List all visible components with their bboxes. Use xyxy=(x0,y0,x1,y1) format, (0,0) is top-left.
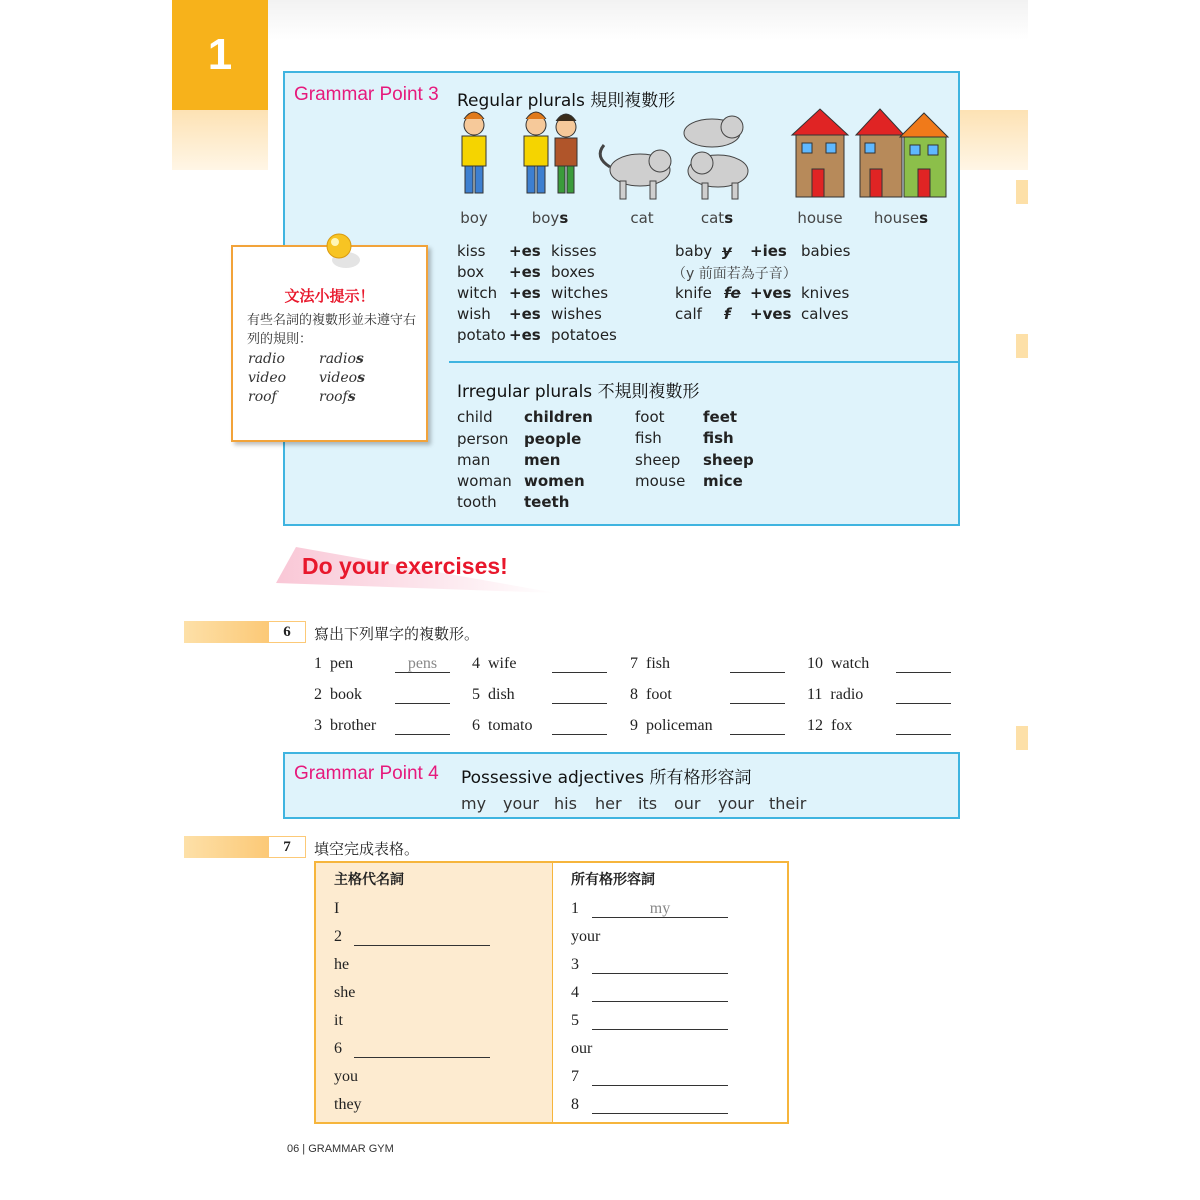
answer-blank[interactable] xyxy=(552,717,607,735)
es-rule-plural: boxes xyxy=(551,263,595,281)
tip-example-singular: roof xyxy=(248,389,277,405)
exercise-6-item: 7 fish xyxy=(630,655,670,672)
grammar-point-4-title: Possessive adjectives 所有格形容詞 xyxy=(461,768,752,788)
possessive-adjective: my xyxy=(461,794,487,813)
grammar-point-3-title: Regular plurals 規則複數形 xyxy=(457,91,676,111)
es-rule-suffix: +es xyxy=(509,242,541,260)
possessive-adjective: her xyxy=(595,794,622,813)
table-cell: she xyxy=(334,984,356,1001)
grammar-point-4-label: Grammar Point 4 xyxy=(294,763,439,784)
ies-rule-removed: y xyxy=(722,242,732,260)
exercise-6-item: 11 radio xyxy=(807,686,864,703)
table-cell-number: 3 xyxy=(571,956,579,973)
possessive-adjective: his xyxy=(554,794,577,813)
tip-example-singular: radio xyxy=(248,351,285,367)
irregular-plurals-title: Irregular plurals 不規則複數形 xyxy=(457,382,700,402)
possessive-adjective: your xyxy=(503,794,539,813)
edge-marker xyxy=(1016,180,1028,204)
plurals-illustration xyxy=(440,105,960,205)
irregular-singular: woman xyxy=(457,472,512,490)
illustration-label: houses xyxy=(873,209,929,227)
ves-rule-suffix: +ves xyxy=(750,305,792,323)
irregular-singular: fish xyxy=(635,429,662,447)
illustration-label: boy xyxy=(460,209,488,227)
illustration-label: cats xyxy=(700,209,734,227)
answer-blank[interactable] xyxy=(395,686,450,704)
answer-blank[interactable] xyxy=(552,655,607,673)
table-cell: our xyxy=(571,1040,593,1057)
answer-blank[interactable]: my xyxy=(592,900,728,918)
answer-blank[interactable] xyxy=(354,1040,490,1058)
illustration-label: boys xyxy=(531,209,569,227)
answer-blank[interactable] xyxy=(730,717,785,735)
illustration-label: house xyxy=(797,209,843,227)
exercise-7-bar xyxy=(184,836,268,858)
irregular-plural: men xyxy=(524,451,561,469)
exercise-6-instruction: 寫出下列單字的複數形。 xyxy=(314,625,480,643)
answer-blank[interactable] xyxy=(592,1096,728,1114)
table-cell: he xyxy=(334,956,350,973)
house-icon xyxy=(792,109,848,197)
table-cell-number: 4 xyxy=(571,984,579,1001)
table-cell: you xyxy=(334,1068,358,1085)
ies-rule-plural: babies xyxy=(801,242,851,260)
tip-title: 文法小提示！ xyxy=(284,287,375,305)
ves-rule-suffix: +ves xyxy=(750,284,792,302)
cats-icon xyxy=(684,116,748,199)
exercise-7-number: 7 xyxy=(268,836,306,858)
possessive-adjective: your xyxy=(718,794,754,813)
chapter-number: 1 xyxy=(207,30,233,79)
exercise-6-item: 12 fox xyxy=(807,717,853,734)
answer-blank[interactable] xyxy=(592,1068,728,1086)
es-rule-plural: potatoes xyxy=(551,326,617,344)
answer-blank[interactable] xyxy=(552,686,607,704)
ves-rule-word: knife xyxy=(675,284,712,302)
ves-rule-plural: knives xyxy=(801,284,850,302)
table-cell: your xyxy=(571,928,601,945)
page-footer: 06 | GRAMMAR GYM xyxy=(287,1143,394,1155)
houses-icon xyxy=(856,109,948,197)
exercise-6-item: 4 wife xyxy=(472,655,517,672)
irregular-plural: children xyxy=(524,408,593,426)
exercise-6-item: 8 foot xyxy=(630,686,672,703)
possessive-adjective: its xyxy=(638,794,658,813)
irregular-singular: foot xyxy=(635,408,665,426)
es-rule-plural: witches xyxy=(551,284,609,302)
table-header-subject: 主格代名詞 xyxy=(334,872,404,888)
es-rule-row: box xyxy=(457,263,485,281)
irregular-plural: fish xyxy=(703,429,734,447)
exercise-7-instruction: 填空完成表格。 xyxy=(314,840,420,858)
tip-example-plural: radios xyxy=(319,351,364,367)
illustration-label: cat xyxy=(630,209,654,227)
irregular-singular: mouse xyxy=(635,472,686,490)
ves-rule-word: calf xyxy=(675,305,702,323)
grammar-point-3-divider xyxy=(449,361,958,363)
table-cell-number: 7 xyxy=(571,1068,579,1085)
answer-blank[interactable] xyxy=(592,1012,728,1030)
exercise-6-item: 9 policeman xyxy=(630,717,713,734)
grammar-tip-card xyxy=(231,245,428,442)
table-cell: they xyxy=(334,1096,362,1113)
tip-text: 有些名詞的複數形並未遵守右列的規則： xyxy=(247,313,417,347)
edge-marker xyxy=(1016,334,1028,358)
exercise-6-item: 2 book xyxy=(314,686,362,703)
baby-rule-note: （y 前面若為子音） xyxy=(672,266,797,282)
tip-example-singular: video xyxy=(248,370,287,386)
irregular-plural: people xyxy=(524,430,582,448)
ves-rule-plural: calves xyxy=(801,305,849,323)
es-rule-row: kiss xyxy=(457,242,486,260)
cat-icon xyxy=(600,145,671,199)
es-rule-suffix: +es xyxy=(509,326,541,344)
exercise-6-item: 10 watch xyxy=(807,655,870,672)
pushpin-icon xyxy=(320,230,364,274)
exercise-6-item: 5 dish xyxy=(472,686,515,703)
table-cell: I xyxy=(334,900,340,917)
answer-blank[interactable] xyxy=(896,655,951,673)
answer-blank[interactable] xyxy=(395,717,450,735)
right-margin-fade xyxy=(960,110,1028,170)
answer-blank[interactable] xyxy=(896,717,951,735)
es-rule-row: potato xyxy=(457,326,506,344)
top-decorative-strip xyxy=(268,0,1028,40)
exercise-6-item: 1 pen xyxy=(314,655,354,672)
answer-blank[interactable] xyxy=(354,928,490,946)
irregular-singular: sheep xyxy=(635,451,681,469)
possessive-adjective: our xyxy=(674,794,701,813)
tip-example-plural: videos xyxy=(319,370,365,386)
exercise-6-bar xyxy=(184,621,268,643)
table-cell-number: 6 xyxy=(334,1040,342,1057)
grammar-point-3-label: Grammar Point 3 xyxy=(294,84,439,105)
es-rule-suffix: +es xyxy=(509,263,541,281)
ves-rule-removed: fe xyxy=(724,284,741,302)
irregular-plural: sheep xyxy=(703,451,754,469)
table-cell: it xyxy=(334,1012,343,1029)
chapter-tab xyxy=(172,0,268,110)
irregular-plural: mice xyxy=(703,472,743,490)
irregular-plural: feet xyxy=(703,408,738,426)
irregular-singular: man xyxy=(457,451,491,469)
irregular-singular: person xyxy=(457,430,509,448)
table-cell-number: 8 xyxy=(571,1096,579,1113)
es-rule-row: witch xyxy=(457,284,498,302)
answer-blank[interactable] xyxy=(592,984,728,1002)
es-rule-plural: wishes xyxy=(551,305,602,323)
table-cell-number: 2 xyxy=(334,928,342,945)
es-rule-suffix: +es xyxy=(509,305,541,323)
es-rule-plural: kisses xyxy=(551,242,597,260)
tip-example-plural: roofs xyxy=(319,389,356,405)
answer-blank[interactable] xyxy=(592,956,728,974)
exercise-banner-title: Do your exercises! xyxy=(302,553,508,579)
es-rule-suffix: +es xyxy=(509,284,541,302)
boys-figure-icon xyxy=(524,112,577,193)
exercise-6-item: 6 tomato xyxy=(472,717,533,734)
answer-blank[interactable] xyxy=(896,686,951,704)
answer-blank[interactable]: pens xyxy=(395,655,450,673)
answer-blank[interactable] xyxy=(730,655,785,673)
irregular-singular: child xyxy=(457,408,493,426)
table-cell-number: 1 xyxy=(571,900,579,917)
es-rule-row: wish xyxy=(457,305,491,323)
edge-marker xyxy=(1016,726,1028,750)
ies-rule-word: baby xyxy=(675,242,713,260)
exercise-6-item: 3 brother xyxy=(314,717,377,734)
ves-rule-removed: f xyxy=(724,305,731,323)
irregular-singular: tooth xyxy=(457,493,497,511)
exercise-6-number: 6 xyxy=(268,621,306,643)
table-header-possessive: 所有格形容詞 xyxy=(571,872,655,888)
irregular-plural: women xyxy=(524,472,585,490)
irregular-plural: teeth xyxy=(524,493,570,511)
answer-blank[interactable] xyxy=(730,686,785,704)
boy-figure-icon xyxy=(462,112,486,193)
ies-rule-suffix: +ies xyxy=(750,242,787,260)
table-cell-number: 5 xyxy=(571,1012,579,1029)
possessive-adjective: their xyxy=(769,794,807,813)
chapter-tab-fade xyxy=(172,110,268,170)
